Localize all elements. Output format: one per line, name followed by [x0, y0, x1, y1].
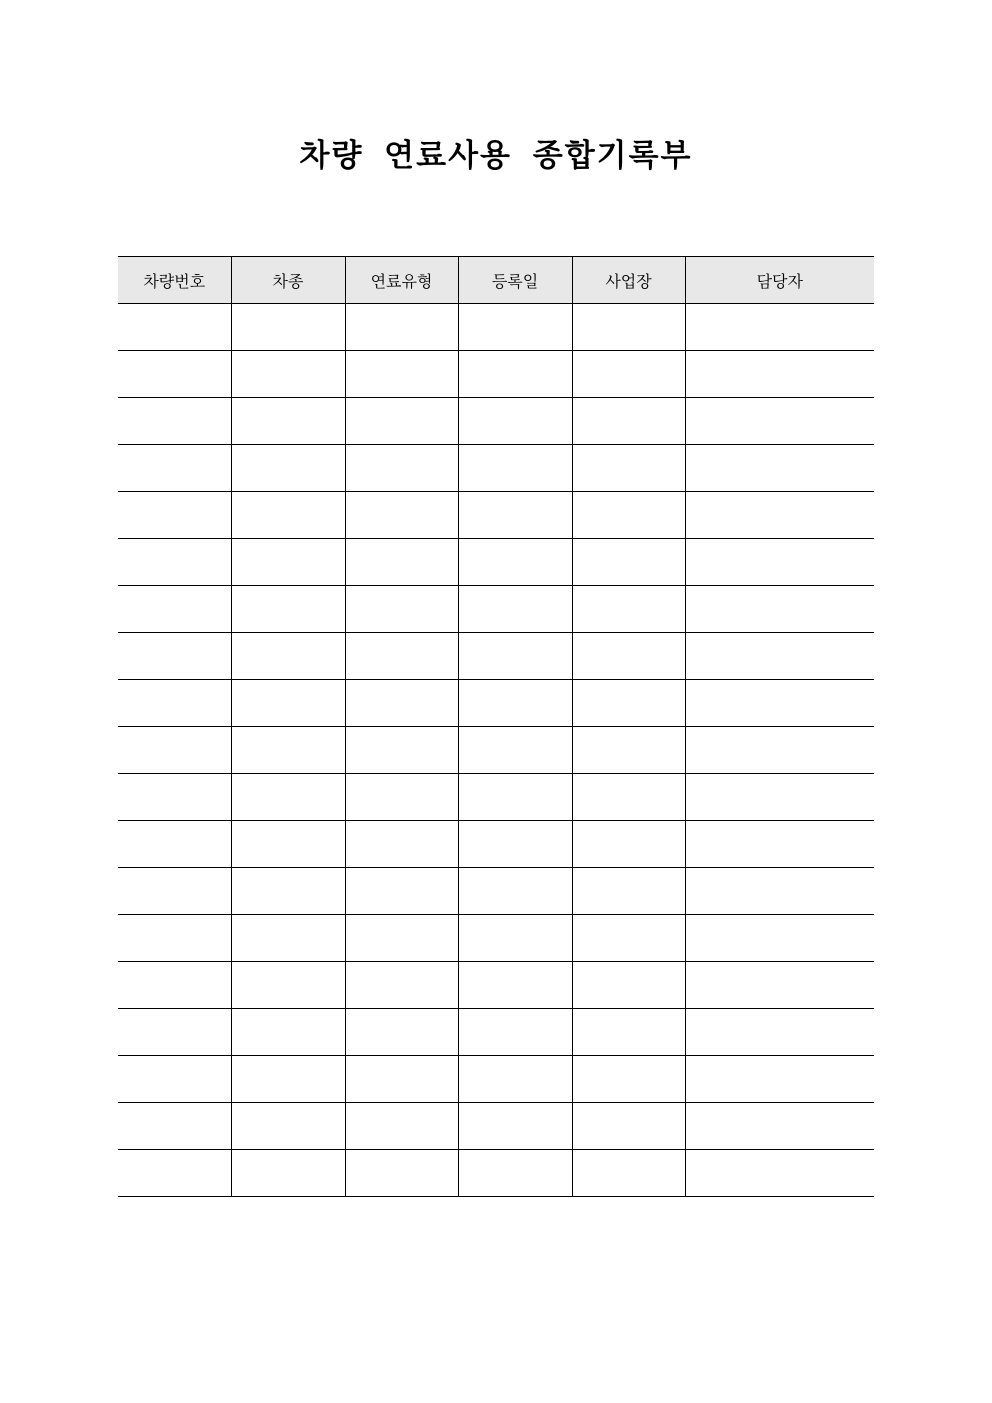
- cell-vehicle-number[interactable]: [118, 304, 231, 351]
- table-row: [118, 1150, 874, 1197]
- cell-vehicle-type[interactable]: [231, 398, 345, 445]
- cell-business-site[interactable]: [572, 1150, 685, 1197]
- cell-registration-date[interactable]: [458, 351, 572, 398]
- cell-person-in-charge[interactable]: [685, 774, 874, 821]
- cell-fuel-type[interactable]: [345, 351, 458, 398]
- cell-vehicle-number[interactable]: [118, 1103, 231, 1150]
- cell-fuel-type[interactable]: [345, 1056, 458, 1103]
- cell-registration-date[interactable]: [458, 633, 572, 680]
- cell-business-site[interactable]: [572, 1056, 685, 1103]
- cell-business-site[interactable]: [572, 633, 685, 680]
- page-title: 차량 연료사용 종합기록부: [299, 138, 693, 174]
- cell-fuel-type[interactable]: [345, 539, 458, 586]
- cell-registration-date[interactable]: [458, 774, 572, 821]
- table-header-row: [118, 257, 874, 304]
- cell-registration-date[interactable]: [458, 398, 572, 445]
- cell-person-in-charge[interactable]: [685, 1150, 874, 1197]
- cell-fuel-type[interactable]: [345, 398, 458, 445]
- cell-fuel-type[interactable]: [345, 304, 458, 351]
- cell-vehicle-type[interactable]: [231, 1103, 345, 1150]
- cell-person-in-charge[interactable]: [685, 398, 874, 445]
- cell-vehicle-type[interactable]: [231, 1150, 345, 1197]
- cell-vehicle-number[interactable]: [118, 727, 231, 774]
- table-row: [118, 727, 874, 774]
- cell-registration-date[interactable]: [458, 915, 572, 962]
- cell-vehicle-type[interactable]: [231, 351, 345, 398]
- cell-vehicle-type[interactable]: [231, 821, 345, 868]
- table-row: [118, 915, 874, 962]
- cell-fuel-type[interactable]: [345, 1150, 458, 1197]
- cell-person-in-charge[interactable]: [685, 539, 874, 586]
- cell-registration-date[interactable]: [458, 445, 572, 492]
- cell-fuel-type[interactable]: [345, 868, 458, 915]
- cell-business-site[interactable]: [572, 398, 685, 445]
- table-body: [118, 304, 874, 1197]
- cell-business-site[interactable]: [572, 962, 685, 1009]
- cell-fuel-type[interactable]: [345, 586, 458, 633]
- cell-fuel-type[interactable]: [345, 680, 458, 727]
- cell-vehicle-number[interactable]: [118, 351, 231, 398]
- cell-registration-date[interactable]: [458, 962, 572, 1009]
- table-row: [118, 633, 874, 680]
- cell-fuel-type[interactable]: [345, 1009, 458, 1056]
- cell-vehicle-type[interactable]: [231, 304, 345, 351]
- cell-registration-date[interactable]: [458, 586, 572, 633]
- cell-business-site[interactable]: [572, 1103, 685, 1150]
- cell-person-in-charge[interactable]: [685, 586, 874, 633]
- cell-vehicle-number[interactable]: [118, 445, 231, 492]
- table-row: [118, 492, 874, 539]
- cell-fuel-type[interactable]: [345, 915, 458, 962]
- cell-business-site[interactable]: [572, 868, 685, 915]
- cell-vehicle-number[interactable]: [118, 821, 231, 868]
- cell-registration-date[interactable]: [458, 727, 572, 774]
- table-row: [118, 445, 874, 492]
- cell-business-site[interactable]: [572, 1009, 685, 1056]
- cell-fuel-type[interactable]: [345, 633, 458, 680]
- cell-fuel-type[interactable]: [345, 445, 458, 492]
- cell-person-in-charge[interactable]: [685, 680, 874, 727]
- cell-vehicle-number[interactable]: [118, 915, 231, 962]
- cell-vehicle-type[interactable]: [231, 680, 345, 727]
- cell-fuel-type[interactable]: [345, 774, 458, 821]
- cell-registration-date[interactable]: [458, 1150, 572, 1197]
- table-row: [118, 821, 874, 868]
- table-row: [118, 868, 874, 915]
- table-row: [118, 774, 874, 821]
- cell-vehicle-number[interactable]: [118, 539, 231, 586]
- cell-business-site[interactable]: [572, 680, 685, 727]
- cell-business-site[interactable]: [572, 774, 685, 821]
- cell-registration-date[interactable]: [458, 868, 572, 915]
- table-row: [118, 1009, 874, 1056]
- cell-vehicle-number[interactable]: [118, 868, 231, 915]
- cell-vehicle-type[interactable]: [231, 727, 345, 774]
- table-row: [118, 586, 874, 633]
- cell-registration-date[interactable]: [458, 1103, 572, 1150]
- cell-vehicle-type[interactable]: [231, 868, 345, 915]
- cell-vehicle-type[interactable]: [231, 445, 345, 492]
- cell-registration-date[interactable]: [458, 821, 572, 868]
- header-vehicle-type: 차종: [231, 257, 345, 304]
- cell-business-site[interactable]: [572, 727, 685, 774]
- table-row: [118, 1056, 874, 1103]
- header-registration-date: 등록일: [458, 257, 572, 304]
- table-row: [118, 304, 874, 351]
- cell-registration-date[interactable]: [458, 492, 572, 539]
- cell-business-site[interactable]: [572, 304, 685, 351]
- cell-fuel-type[interactable]: [345, 492, 458, 539]
- cell-vehicle-type[interactable]: [231, 915, 345, 962]
- cell-business-site[interactable]: [572, 821, 685, 868]
- cell-person-in-charge[interactable]: [685, 633, 874, 680]
- cell-person-in-charge[interactable]: [685, 821, 874, 868]
- cell-person-in-charge[interactable]: [685, 962, 874, 1009]
- cell-registration-date[interactable]: [458, 539, 572, 586]
- cell-vehicle-type[interactable]: [231, 586, 345, 633]
- table-row: [118, 680, 874, 727]
- cell-vehicle-number[interactable]: [118, 398, 231, 445]
- cell-person-in-charge[interactable]: [685, 868, 874, 915]
- cell-fuel-type[interactable]: [345, 821, 458, 868]
- header-person-in-charge: 담당자: [685, 257, 874, 304]
- cell-person-in-charge[interactable]: [685, 304, 874, 351]
- cell-vehicle-number[interactable]: [118, 492, 231, 539]
- cell-business-site[interactable]: [572, 539, 685, 586]
- cell-fuel-type[interactable]: [345, 962, 458, 1009]
- cell-business-site[interactable]: [572, 492, 685, 539]
- cell-vehicle-number[interactable]: [118, 680, 231, 727]
- table-row: [118, 539, 874, 586]
- cell-business-site[interactable]: [572, 351, 685, 398]
- cell-person-in-charge[interactable]: [685, 1009, 874, 1056]
- cell-registration-date[interactable]: [458, 1056, 572, 1103]
- cell-business-site[interactable]: [572, 586, 685, 633]
- cell-vehicle-type[interactable]: [231, 774, 345, 821]
- cell-vehicle-type[interactable]: [231, 962, 345, 1009]
- cell-person-in-charge[interactable]: [685, 727, 874, 774]
- cell-vehicle-type[interactable]: [231, 1009, 345, 1056]
- header-business-site: 사업장: [572, 257, 685, 304]
- table-row: [118, 962, 874, 1009]
- cell-registration-date[interactable]: [458, 680, 572, 727]
- cell-registration-date[interactable]: [458, 1009, 572, 1056]
- cell-vehicle-number[interactable]: [118, 1150, 231, 1197]
- cell-registration-date[interactable]: [458, 304, 572, 351]
- cell-fuel-type[interactable]: [345, 727, 458, 774]
- cell-vehicle-type[interactable]: [231, 633, 345, 680]
- cell-person-in-charge[interactable]: [685, 351, 874, 398]
- cell-person-in-charge[interactable]: [685, 1056, 874, 1103]
- cell-fuel-type[interactable]: [345, 1103, 458, 1150]
- header-vehicle-number: 차량번호: [118, 257, 231, 304]
- cell-person-in-charge[interactable]: [685, 492, 874, 539]
- cell-vehicle-number[interactable]: [118, 633, 231, 680]
- header-fuel-type: 연료유형: [345, 257, 458, 304]
- cell-vehicle-type[interactable]: [231, 539, 345, 586]
- cell-person-in-charge[interactable]: [685, 915, 874, 962]
- cell-person-in-charge[interactable]: [685, 1103, 874, 1150]
- cell-business-site[interactable]: [572, 445, 685, 492]
- cell-vehicle-type[interactable]: [231, 1056, 345, 1103]
- table-row: [118, 398, 874, 445]
- cell-vehicle-number[interactable]: [118, 962, 231, 1009]
- cell-vehicle-type[interactable]: [231, 492, 345, 539]
- cell-person-in-charge[interactable]: [685, 445, 874, 492]
- cell-vehicle-number[interactable]: [118, 774, 231, 821]
- cell-vehicle-number[interactable]: [118, 1056, 231, 1103]
- fuel-log-table: [118, 256, 874, 1197]
- cell-vehicle-number[interactable]: [118, 586, 231, 633]
- table-row: [118, 351, 874, 398]
- cell-business-site[interactable]: [572, 915, 685, 962]
- table-row: [118, 1103, 874, 1150]
- cell-vehicle-number[interactable]: [118, 1009, 231, 1056]
